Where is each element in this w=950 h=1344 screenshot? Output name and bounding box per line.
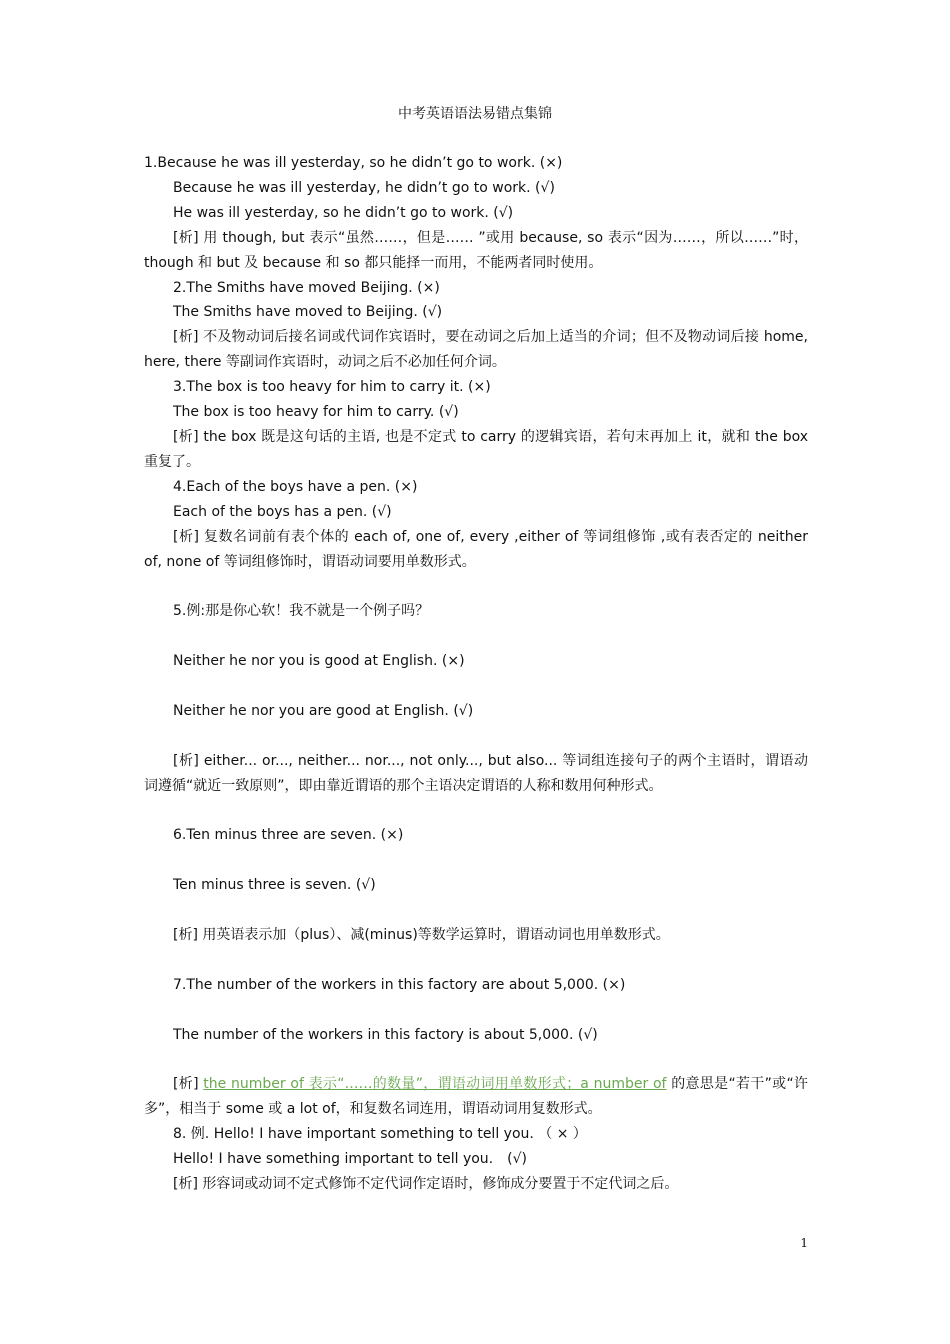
text-line: [析] 不及物动词后接名词或代词作宾语时，要在动词之后加上适当的介词；但不及物动词后接 home, here, there 等副词作宾语时，动词之后不必加任何介词。 xyxy=(144,329,808,371)
blank-line xyxy=(144,624,808,649)
text-line: [析] either... or..., neither... nor..., not only..., but also... 等词组连接句子的两个主语时，谓语动词遵循“就近一致原则”，即由靠近谓语的那个主语决定谓语的人称和数用何种形式。 xyxy=(144,752,808,794)
text-line: 8. 例. Hello! I have important something to tell you. （ × ） xyxy=(173,1126,587,1143)
text-line: Hello! I have something important to tell you. (√) xyxy=(173,1151,527,1168)
text-line: The number of the workers in this factory is about 5,000. (√) xyxy=(173,1026,598,1043)
blank-line xyxy=(144,948,808,973)
note-7-highlight: the number of 表示“……的数量”，谓语动词用单数形式；a number of xyxy=(203,1076,667,1093)
text-line: He was ill yesterday, so he didn’t go to work. (√) xyxy=(173,204,514,221)
text-line: The Smiths have moved to Beijing. (√) xyxy=(173,304,443,321)
text-line: 3.The box is too heavy for him to carry it. (×) xyxy=(173,379,491,396)
text-line: The box is too heavy for him to carry. (√) xyxy=(173,404,459,421)
document-title: 中考英语语法易错点集锦 xyxy=(398,106,552,122)
text-line: [析] 形容词或动词不定式修饰不定代词作定语时，修饰成分要置于不定代词之后。 xyxy=(173,1176,679,1192)
text-line: Ten minus three is seven. (√) xyxy=(173,877,376,894)
blank-line xyxy=(144,574,808,599)
blank-line xyxy=(144,799,808,824)
text-line: 6.Ten minus three are seven. (×) xyxy=(173,827,404,844)
note-7-rest: 的意思是“若干”或“许多”，相当于 some 或 a lot of，和复数名词连用，谓语动词用复数形式。 xyxy=(144,1076,809,1118)
text-line: Neither he nor you are good at English. (√) xyxy=(173,702,474,719)
body-lines xyxy=(144,151,808,1072)
text-line: Neither he nor you is good at English. (×) xyxy=(173,653,465,670)
text-line: [析] 用 though, but 表示“虽然……，但是…… ”或用 because, so 表示“因为……，所以……”时，though 和 but 及 because 和 so 都只能择一而用，不能两者同时使用。 xyxy=(144,229,808,271)
text-line: 5.例:那是你心软！我不就是一个例子吗？ xyxy=(173,603,430,620)
note-7-prefix: [析] xyxy=(173,1076,204,1093)
text-line: [析] 用英语表示加（plus）、减(minus)等数学运算时，谓语动词也用单数形式。 xyxy=(173,926,670,943)
text-line: Because he was ill yesterday, he didn’t go to work. (√) xyxy=(173,179,555,196)
blank-line xyxy=(144,674,808,699)
document-body xyxy=(144,151,808,1197)
blank-line xyxy=(144,1047,808,1072)
blank-line xyxy=(144,848,808,873)
page-number: 1 xyxy=(800,1236,808,1250)
blank-line xyxy=(144,724,808,749)
blank-line xyxy=(144,898,808,923)
text-line: 1.Because he was ill yesterday, so he didn’t go to work. (×) xyxy=(144,155,563,171)
blank-line xyxy=(144,998,808,1023)
body-tail xyxy=(144,1122,808,1197)
text-line: 2.The Smiths have moved Beijing. (×) xyxy=(173,279,440,296)
text-line: [析] 复数名词前有表个体的 each of, one of, every ,either of 等词组修饰 ,或有表否定的 neither of, none of 等词组修饰时，谓语动词要用单数形式。 xyxy=(144,528,808,570)
text-line: 7.The number of the workers in this factory are about 5,000. (×) xyxy=(173,976,626,993)
text-line: Each of the boys has a pen. (√) xyxy=(173,503,392,520)
note-7 xyxy=(144,1072,808,1122)
text-line: [析] the box 既是这句话的主语, 也是不定式 to carry 的逻辑宾语，若句末再加上 it，就和 the box 重复了。 xyxy=(144,428,808,470)
text-line: 4.Each of the boys have a pen. (×) xyxy=(173,478,418,495)
